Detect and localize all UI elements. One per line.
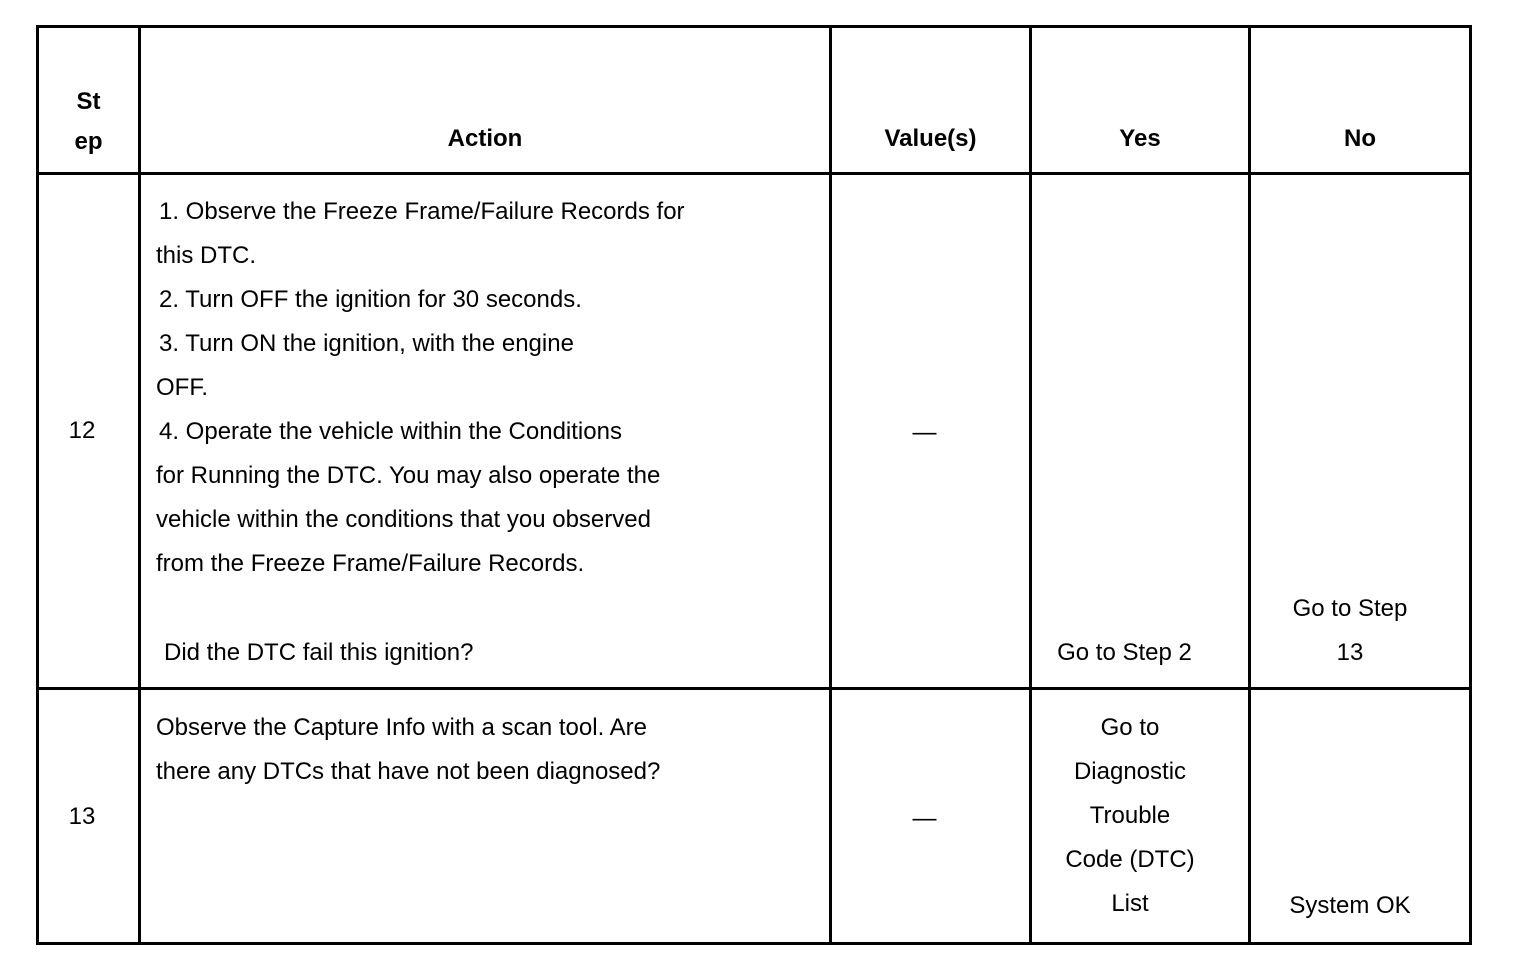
diagnostic-table: [36, 25, 1472, 945]
row-12-step: 12: [68, 417, 96, 444]
yes-line: Code (DTC): [1065, 846, 1195, 873]
row-12-action: [156, 190, 826, 586]
table-border-top: [36, 25, 1472, 28]
action-line: there any DTCs that have not been diagnosed?: [156, 758, 661, 785]
action-line: this DTC.: [156, 242, 257, 269]
yes-line: Trouble: [1089, 802, 1171, 829]
action-line: 4. Operate the vehicle within the Conditions: [159, 418, 622, 445]
action-line: for Running the DTC. You may also operate the: [156, 462, 661, 489]
no-line: Go to Step: [1292, 595, 1408, 622]
row-13-yes: [1032, 706, 1228, 926]
header-divider: [36, 172, 1472, 175]
column-divider: [1248, 25, 1251, 945]
action-line: from the Freeze Frame/Failure Records.: [156, 550, 585, 577]
header-step-line2: ep: [74, 128, 103, 155]
header-values: Value(s): [884, 125, 977, 152]
row-12-question: Did the DTC fail this ignition?: [164, 639, 474, 666]
row-13-no: System OK: [1289, 892, 1411, 919]
action-line: vehicle within the conditions that you observed: [156, 506, 651, 533]
row-divider: [36, 687, 1472, 690]
header-no: No: [1344, 125, 1376, 152]
yes-line: Diagnostic: [1073, 758, 1187, 785]
action-line: 2. Turn OFF the ignition for 30 seconds.: [159, 286, 582, 313]
row-13-value: —: [912, 805, 937, 832]
row-12-value: —: [912, 419, 937, 446]
row-13-step: 13: [68, 803, 96, 830]
yes-line: List: [1111, 890, 1149, 917]
table-border-right: [1469, 25, 1472, 945]
action-line: 1. Observe the Freeze Frame/Failure Records for: [159, 198, 685, 225]
row-12-yes: Go to Step 2: [1057, 639, 1192, 666]
table-border-bottom: [36, 942, 1472, 945]
yes-line: Go to: [1100, 714, 1160, 741]
header-yes: Yes: [1119, 125, 1161, 152]
action-line: OFF.: [156, 374, 208, 401]
action-line: Observe the Capture Info with a scan tool. Are: [156, 714, 647, 741]
row-12-no: [1251, 587, 1449, 675]
header-action: Action: [447, 125, 523, 152]
header-step: [39, 82, 138, 162]
action-line: 3. Turn ON the ignition, with the engine: [159, 330, 574, 357]
no-line: 13: [1336, 639, 1364, 666]
header-step-line1: St: [76, 88, 101, 115]
row-13-action: [156, 706, 826, 794]
column-divider: [138, 25, 141, 945]
